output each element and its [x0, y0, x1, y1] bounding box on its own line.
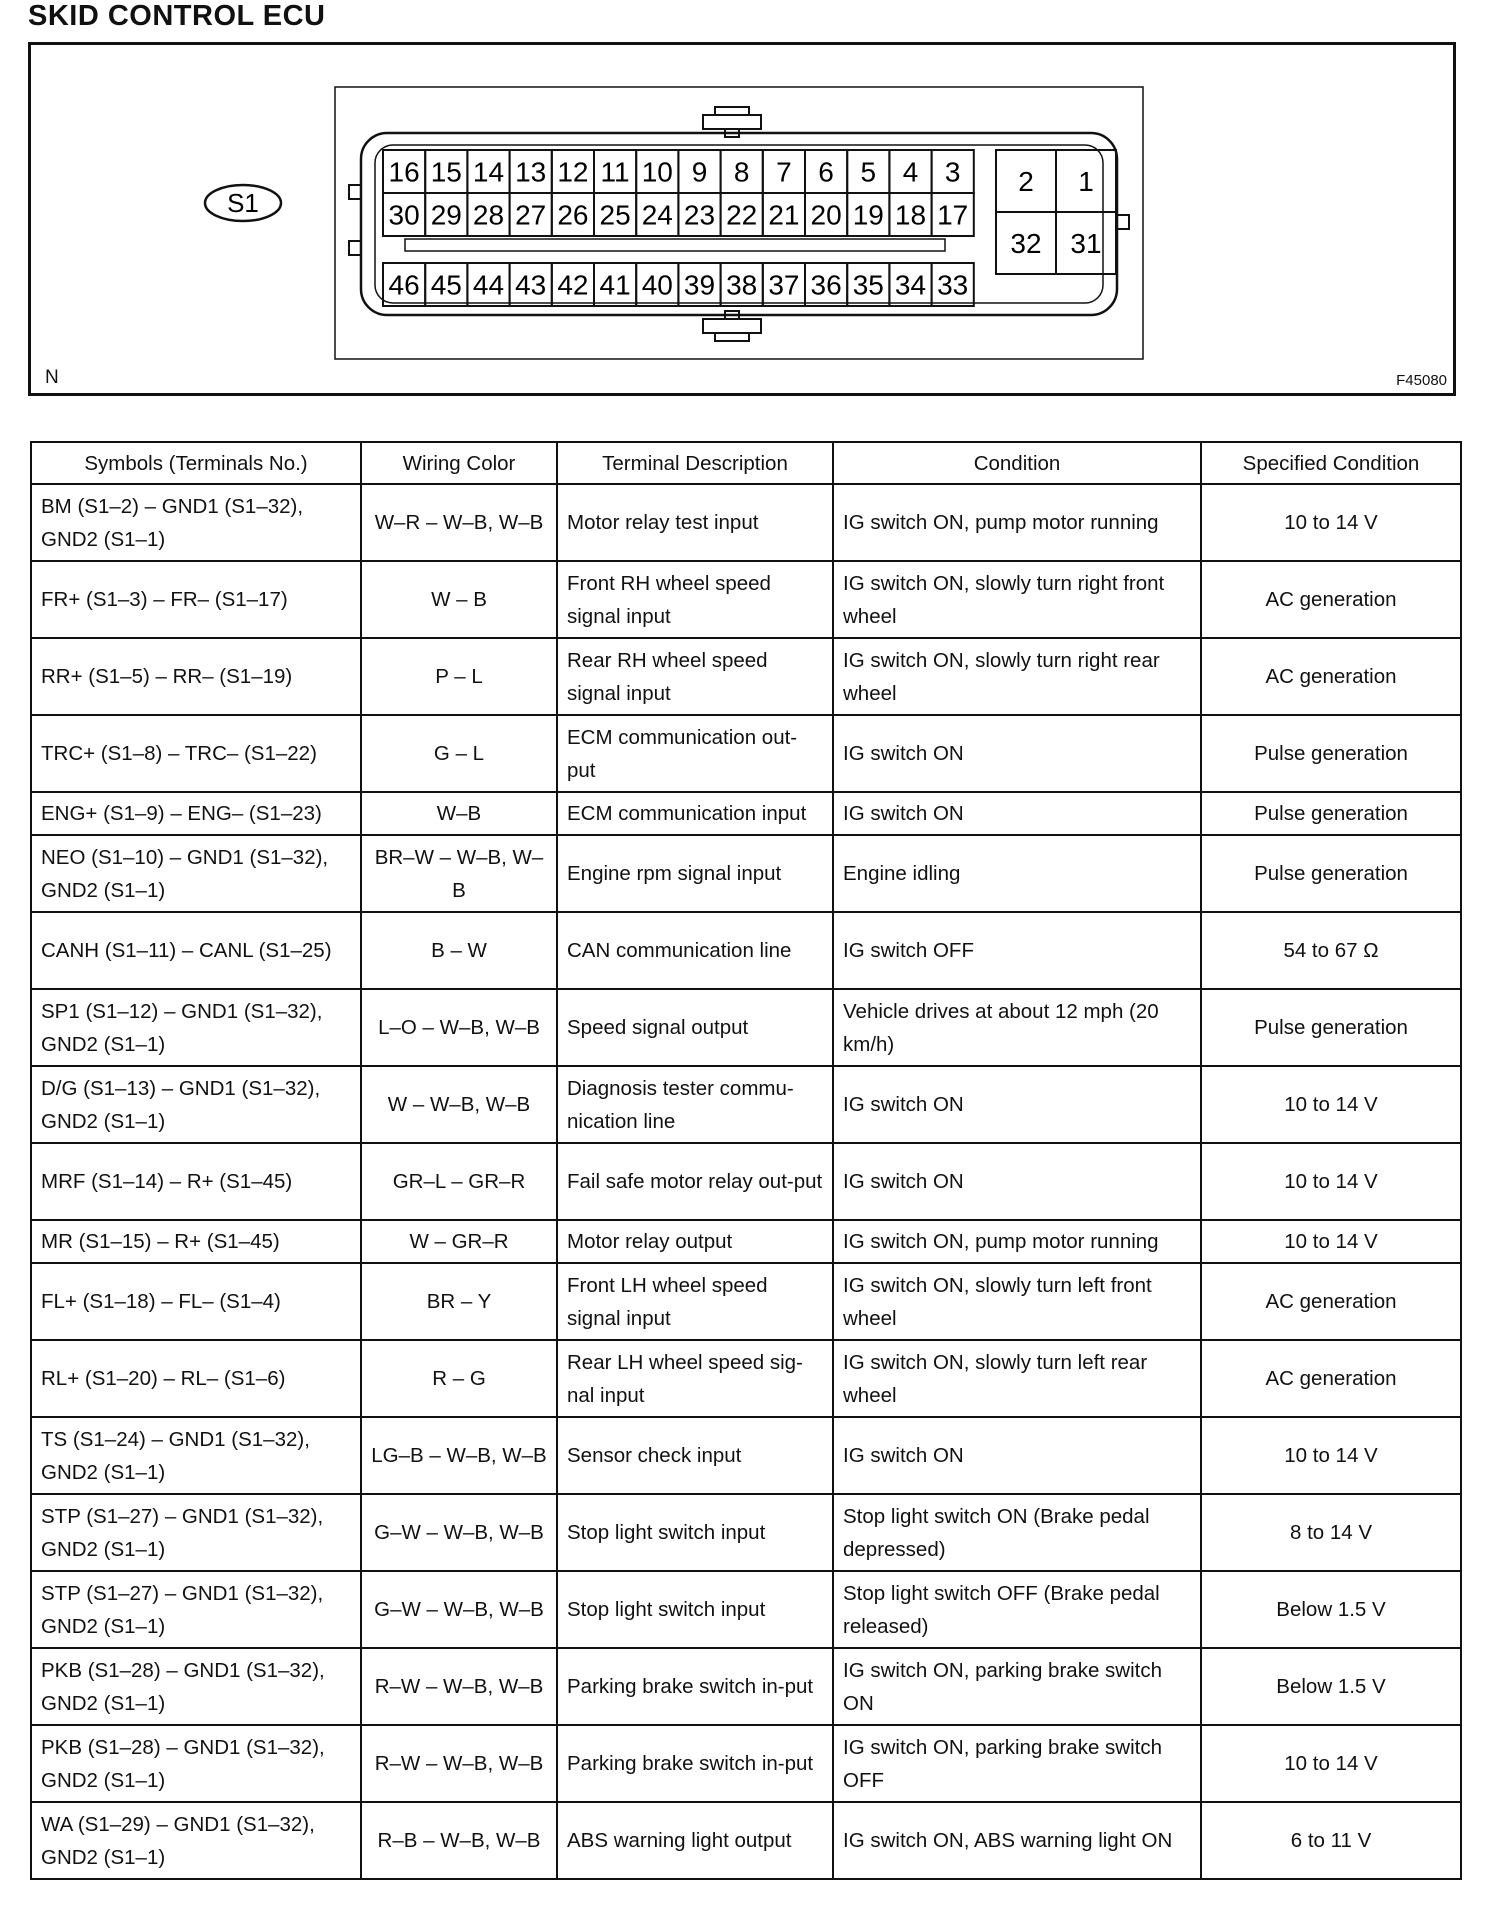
table-row	[31, 1066, 1461, 1143]
condition-cell: IG switch ON	[833, 1143, 1201, 1220]
pin-number: 39	[683, 269, 716, 301]
header-wiring-color: Wiring Color	[361, 442, 557, 484]
condition-cell: IG switch ON, pump motor running	[833, 1220, 1201, 1263]
wiring-color-cell: R–W – W–B, W–B	[361, 1725, 557, 1802]
symbols-cell: CANH (S1–11) – CANL (S1–25)	[31, 912, 361, 989]
condition-cell: IG switch ON, slowly turn right rear wheel	[833, 638, 1201, 715]
terminal-description-cell: ABS warning light output	[557, 1802, 833, 1879]
pin-number: 40	[641, 269, 673, 301]
wiring-color-cell: B – W	[361, 912, 557, 989]
specified-condition-cell: 10 to 14 V	[1201, 1143, 1461, 1220]
header-terminal-description: Terminal Description	[557, 442, 833, 484]
table-row	[31, 1340, 1461, 1417]
specified-condition-cell: 8 to 14 V	[1201, 1494, 1461, 1571]
table-header-row	[31, 442, 1461, 484]
wiring-color-cell: LG–B – W–B, W–B	[361, 1417, 557, 1494]
terminal-description-cell: Diagnosis tester commu-nication line	[557, 1066, 833, 1143]
wiring-color-cell: P – L	[361, 638, 557, 715]
pin-number: 7	[776, 156, 792, 188]
symbols-cell: NEO (S1–10) – GND1 (S1–32), GND2 (S1–1)	[31, 835, 361, 912]
terminal-description-cell: Engine rpm signal input	[557, 835, 833, 912]
table-row	[31, 1648, 1461, 1725]
wiring-color-cell: W–B	[361, 792, 557, 835]
table-row	[31, 1802, 1461, 1879]
table-row	[31, 638, 1461, 715]
condition-cell: IG switch ON, slowly turn left rear wheel	[833, 1340, 1201, 1417]
pin-number: 11	[600, 156, 630, 188]
terminal-description-cell: Rear RH wheel speed signal input	[557, 638, 833, 715]
specified-condition-cell: 6 to 11 V	[1201, 1802, 1461, 1879]
wiring-color-cell: R – G	[361, 1340, 557, 1417]
terminal-description-cell: Motor relay output	[557, 1220, 833, 1263]
terminal-description-cell: Speed signal output	[557, 989, 833, 1066]
condition-cell: IG switch ON, slowly turn right front wheel	[833, 561, 1201, 638]
terminal-description-cell: Fail safe motor relay out-put	[557, 1143, 833, 1220]
symbols-cell: MR (S1–15) – R+ (S1–45)	[31, 1220, 361, 1263]
pin-number: 2	[1018, 166, 1034, 197]
wiring-color-cell: G–W – W–B, W–B	[361, 1571, 557, 1648]
symbols-cell: SP1 (S1–12) – GND1 (S1–32), GND2 (S1–1)	[31, 989, 361, 1066]
table-row	[31, 1220, 1461, 1263]
pin-number: 41	[599, 269, 631, 301]
condition-cell: Vehicle drives at about 12 mph (20 km/h)	[833, 989, 1201, 1066]
condition-cell: IG switch OFF	[833, 912, 1201, 989]
wiring-color-cell: BR–W – W–B, W–B	[361, 835, 557, 912]
specified-condition-cell: 10 to 14 V	[1201, 484, 1461, 561]
specified-condition-cell: Pulse generation	[1201, 989, 1461, 1066]
wiring-color-cell: BR – Y	[361, 1263, 557, 1340]
specified-condition-cell: 10 to 14 V	[1201, 1220, 1461, 1263]
pin-number: 34	[894, 269, 927, 301]
condition-cell: IG switch ON	[833, 715, 1201, 792]
condition-cell: Engine idling	[833, 835, 1201, 912]
pin-number: 18	[894, 199, 927, 231]
pin-number: 37	[768, 269, 800, 301]
header-condition: Condition	[833, 442, 1201, 484]
specified-condition-cell: AC generation	[1201, 561, 1461, 638]
symbols-cell: RL+ (S1–20) – RL– (S1–6)	[31, 1340, 361, 1417]
pin-number: 1	[1078, 166, 1094, 197]
terminal-description-cell: Front LH wheel speed signal input	[557, 1263, 833, 1340]
pin-number: 5	[860, 156, 877, 188]
terminal-description-cell: CAN communication line	[557, 912, 833, 989]
terminal-description-cell: Rear LH wheel speed sig-nal input	[557, 1340, 833, 1417]
condition-cell: IG switch ON, pump motor running	[833, 484, 1201, 561]
terminal-description-cell: Stop light switch input	[557, 1571, 833, 1648]
terminal-description-cell: Motor relay test input	[557, 484, 833, 561]
table-row	[31, 715, 1461, 792]
pin-number: 10	[641, 156, 673, 188]
orientation-label: N	[45, 367, 59, 388]
pin-number: 46	[388, 269, 420, 301]
specified-condition-cell: AC generation	[1201, 638, 1461, 715]
pin-number: 25	[599, 199, 631, 231]
specified-condition-cell: Pulse generation	[1201, 792, 1461, 835]
condition-cell: IG switch ON	[833, 792, 1201, 835]
pin-number: 3	[944, 156, 961, 188]
specified-condition-cell: Pulse generation	[1201, 835, 1461, 912]
wiring-color-cell: W – W–B, W–B	[361, 1066, 557, 1143]
pin-number: 22	[726, 199, 758, 231]
symbols-cell: PKB (S1–28) – GND1 (S1–32), GND2 (S1–1)	[31, 1725, 361, 1802]
pin-number: 16	[388, 156, 420, 188]
header-specified-condition: Specified Condition	[1201, 442, 1461, 484]
figure-code: F45080	[1396, 372, 1447, 389]
connector-diagram	[28, 42, 1456, 396]
wiring-color-cell: L–O – W–B, W–B	[361, 989, 557, 1066]
pin-number: 43	[515, 269, 547, 301]
terminal-description-cell: Sensor check input	[557, 1417, 833, 1494]
symbols-cell: TRC+ (S1–8) – TRC– (S1–22)	[31, 715, 361, 792]
condition-cell: IG switch ON, slowly turn left front wheel	[833, 1263, 1201, 1340]
table-row	[31, 1417, 1461, 1494]
table-row	[31, 912, 1461, 989]
pin-number: 36	[810, 269, 842, 301]
symbols-cell: WA (S1–29) – GND1 (S1–32), GND2 (S1–1)	[31, 1802, 361, 1879]
pin-number: 35	[852, 269, 884, 301]
specified-condition-cell: 10 to 14 V	[1201, 1417, 1461, 1494]
symbols-cell: TS (S1–24) – GND1 (S1–32), GND2 (S1–1)	[31, 1417, 361, 1494]
pin-number: 13	[515, 156, 547, 188]
wiring-color-cell: W – B	[361, 561, 557, 638]
specified-condition-cell: Pulse generation	[1201, 715, 1461, 792]
table-row	[31, 1143, 1461, 1220]
symbols-cell: PKB (S1–28) – GND1 (S1–32), GND2 (S1–1)	[31, 1648, 361, 1725]
pin-number: 23	[683, 199, 716, 231]
specified-condition-cell: AC generation	[1201, 1263, 1461, 1340]
condition-cell: Stop light switch ON (Brake pedal depressed)	[833, 1494, 1201, 1571]
table-row	[31, 1263, 1461, 1340]
pin-number: 33	[937, 269, 969, 301]
page-title: SKID CONTROL ECU	[28, 0, 326, 32]
pin-number: 42	[557, 269, 589, 301]
specified-condition-cell: 54 to 67 Ω	[1201, 912, 1461, 989]
terminal-description-cell: ECM communication out-put	[557, 715, 833, 792]
pin-number: 15	[430, 156, 462, 188]
pin-number: 31	[1070, 228, 1102, 259]
wiring-color-cell: R–W – W–B, W–B	[361, 1648, 557, 1725]
condition-cell: IG switch ON, parking brake switch OFF	[833, 1725, 1201, 1802]
wiring-color-cell: W–R – W–B, W–B	[361, 484, 557, 561]
connector-label: S1	[227, 188, 259, 218]
symbols-cell: FR+ (S1–3) – FR– (S1–17)	[31, 561, 361, 638]
wiring-color-cell: W – GR–R	[361, 1220, 557, 1263]
pin-number: 24	[641, 199, 673, 231]
table-row	[31, 792, 1461, 835]
terminal-description-cell: Stop light switch input	[557, 1494, 833, 1571]
condition-cell: Stop light switch OFF (Brake pedal released)	[833, 1571, 1201, 1648]
pin-number: 20	[810, 199, 842, 231]
pin-number: 9	[691, 156, 708, 188]
pin-number: 21	[768, 199, 800, 231]
pin-number: 29	[430, 199, 462, 231]
specified-condition-cell: Below 1.5 V	[1201, 1571, 1461, 1648]
symbols-cell: STP (S1–27) – GND1 (S1–32), GND2 (S1–1)	[31, 1494, 361, 1571]
pin-number: 12	[557, 156, 589, 188]
wiring-color-cell: G–W – W–B, W–B	[361, 1494, 557, 1571]
pin-number: 6	[818, 156, 834, 188]
table-row	[31, 1725, 1461, 1802]
table-row	[31, 484, 1461, 561]
terminal-description-cell: Parking brake switch in-put	[557, 1648, 833, 1725]
wiring-color-cell: GR–L – GR–R	[361, 1143, 557, 1220]
pin-number: 28	[472, 199, 505, 231]
wiring-color-cell: R–B – W–B, W–B	[361, 1802, 557, 1879]
table-row	[31, 1571, 1461, 1648]
pin-number: 19	[852, 199, 884, 231]
terminal-description-cell: Parking brake switch in-put	[557, 1725, 833, 1802]
table-row	[31, 1494, 1461, 1571]
pin-number: 26	[557, 199, 589, 231]
table-row	[31, 561, 1461, 638]
condition-cell: IG switch ON	[833, 1417, 1201, 1494]
wiring-color-cell: G – L	[361, 715, 557, 792]
symbols-cell: FL+ (S1–18) – FL– (S1–4)	[31, 1263, 361, 1340]
specified-condition-cell: Below 1.5 V	[1201, 1648, 1461, 1725]
pin-number: 17	[937, 199, 969, 231]
symbols-cell: STP (S1–27) – GND1 (S1–32), GND2 (S1–1)	[31, 1571, 361, 1648]
specified-condition-cell: AC generation	[1201, 1340, 1461, 1417]
symbols-cell: MRF (S1–14) – R+ (S1–45)	[31, 1143, 361, 1220]
symbols-cell: ENG+ (S1–9) – ENG– (S1–23)	[31, 792, 361, 835]
pin-number: 8	[733, 156, 750, 188]
table-row	[31, 989, 1461, 1066]
header-symbols: Symbols (Terminals No.)	[31, 442, 361, 484]
table-row	[31, 835, 1461, 912]
specified-condition-cell: 10 to 14 V	[1201, 1725, 1461, 1802]
pin-number: 30	[388, 199, 420, 231]
symbols-cell: BM (S1–2) – GND1 (S1–32), GND2 (S1–1)	[31, 484, 361, 561]
pin-number: 44	[472, 269, 505, 301]
terminal-description-cell: ECM communication input	[557, 792, 833, 835]
pin-number: 4	[902, 156, 919, 188]
pin-number: 45	[430, 269, 462, 301]
symbols-cell: RR+ (S1–5) – RR– (S1–19)	[31, 638, 361, 715]
pin-number: 14	[472, 156, 505, 188]
pin-number: 38	[726, 269, 758, 301]
terminal-table	[30, 441, 1462, 1880]
connector-drawing	[31, 45, 1453, 393]
condition-cell: IG switch ON, parking brake switch ON	[833, 1648, 1201, 1725]
terminal-description-cell: Front RH wheel speed signal input	[557, 561, 833, 638]
pin-number: 27	[515, 199, 547, 231]
condition-cell: IG switch ON, ABS warning light ON	[833, 1802, 1201, 1879]
symbols-cell: D/G (S1–13) – GND1 (S1–32), GND2 (S1–1)	[31, 1066, 361, 1143]
condition-cell: IG switch ON	[833, 1066, 1201, 1143]
pin-number: 32	[1010, 228, 1042, 259]
specified-condition-cell: 10 to 14 V	[1201, 1066, 1461, 1143]
